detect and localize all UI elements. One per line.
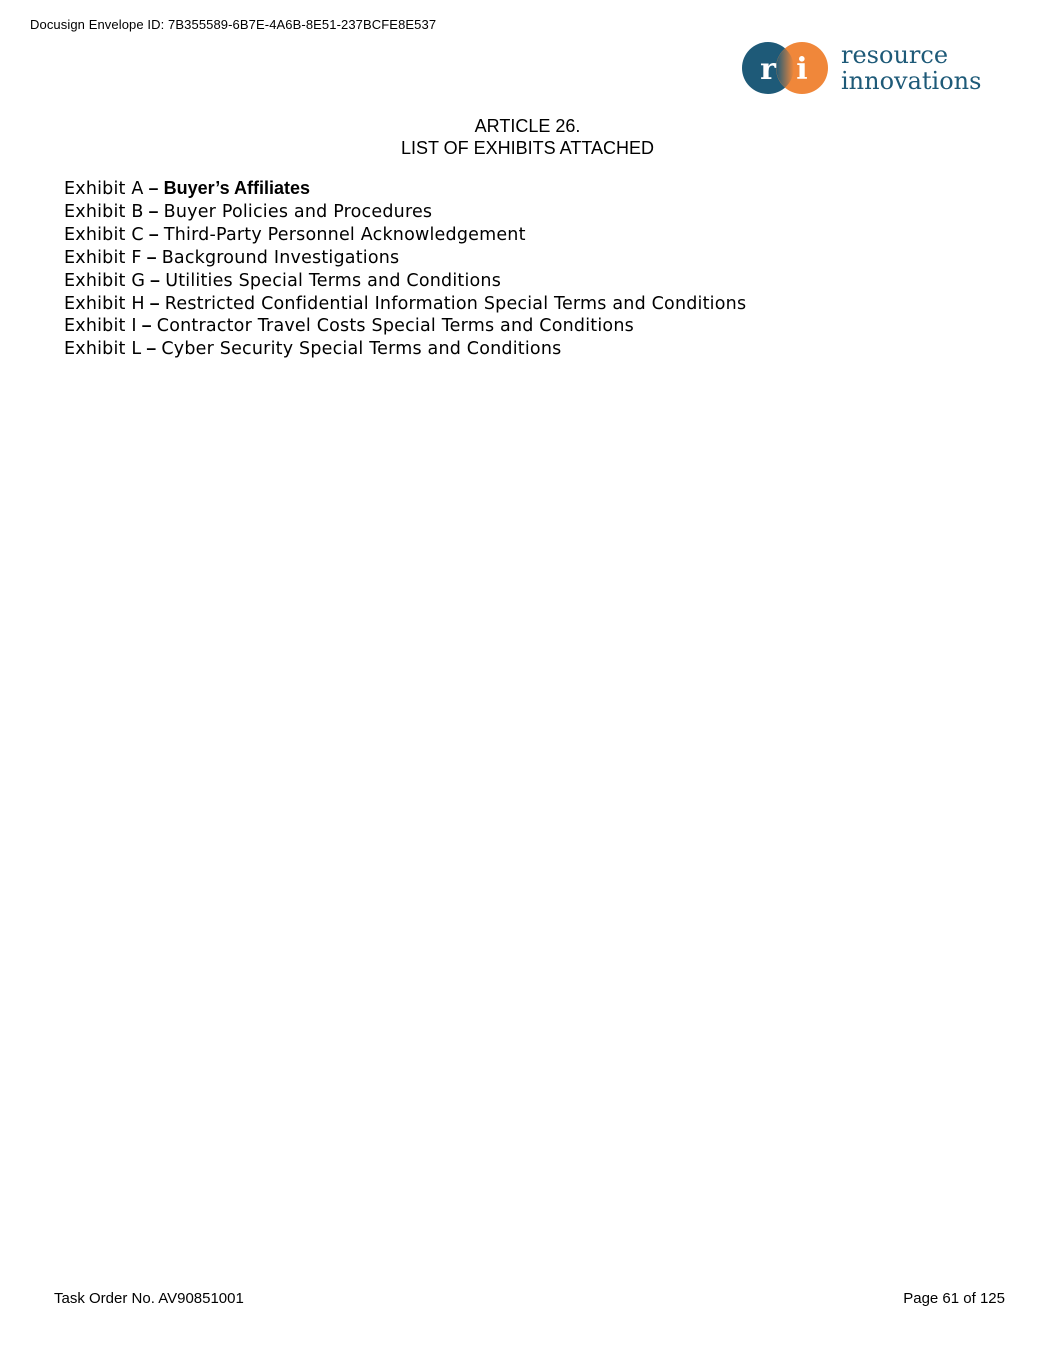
exhibit-dash: – — [143, 200, 164, 221]
exhibit-dash: – — [144, 292, 165, 313]
exhibit-item — [64, 201, 746, 224]
exhibit-title: Background Investigations — [161, 247, 400, 268]
exhibit-label: Exhibit H — [64, 293, 145, 314]
footer-task-order: Task Order No. AV90851001 — [54, 1290, 244, 1307]
exhibit-item — [64, 247, 746, 270]
exhibit-title: Buyer Policies and Procedures — [163, 201, 433, 222]
exhibit-title: Restricted Confidential Information Special Terms and Conditions — [164, 293, 747, 314]
exhibit-item — [64, 338, 746, 361]
exhibit-dash: – — [136, 315, 157, 336]
exhibit-item — [64, 270, 746, 293]
exhibit-title: Third-Party Personnel Acknowledgement — [163, 224, 526, 245]
exhibit-label: Exhibit F — [64, 247, 142, 268]
exhibit-label: Exhibit B — [64, 201, 144, 222]
exhibit-title: Utilities Special Terms and Conditions — [165, 270, 502, 291]
footer-page-number: Page 61 of 125 — [903, 1290, 1005, 1307]
exhibit-label: Exhibit L — [64, 339, 142, 360]
exhibit-dash: – — [145, 269, 166, 290]
exhibit-item — [64, 224, 746, 247]
exhibit-title: Buyer’s Affiliates — [163, 178, 310, 198]
exhibit-item — [64, 293, 746, 316]
article-number: ARTICLE 26. — [474, 116, 581, 136]
exhibit-label: Exhibit A — [64, 179, 144, 199]
article-heading — [0, 115, 1055, 159]
article-title: LIST OF EXHIBITS ATTACHED — [400, 138, 655, 158]
exhibit-item — [64, 178, 746, 201]
logo-word-resource: resource — [841, 41, 949, 69]
exhibit-item — [64, 315, 746, 338]
exhibit-title: Contractor Travel Costs Special Terms and Conditions — [156, 316, 634, 337]
exhibit-dash: – — [143, 223, 164, 244]
company-logo — [740, 40, 1010, 96]
logo-mark-i: i — [796, 52, 808, 87]
exhibit-dash: – — [141, 246, 162, 267]
exhibit-label: Exhibit I — [64, 316, 137, 337]
logo-mark-r: r — [760, 52, 776, 87]
logo-word-innovations: innovations — [841, 67, 982, 95]
exhibit-dash: – — [143, 178, 164, 198]
exhibit-label: Exhibit C — [64, 224, 144, 245]
exhibit-label: Exhibit G — [64, 270, 146, 291]
exhibit-dash: – — [141, 338, 162, 359]
exhibit-list — [64, 178, 746, 361]
envelope-id: Docusign Envelope ID: 7B355589-6B7E-4A6B-8E51-237BCFE8E537 — [30, 17, 437, 32]
exhibit-title: Cyber Security Special Terms and Conditions — [161, 339, 562, 360]
